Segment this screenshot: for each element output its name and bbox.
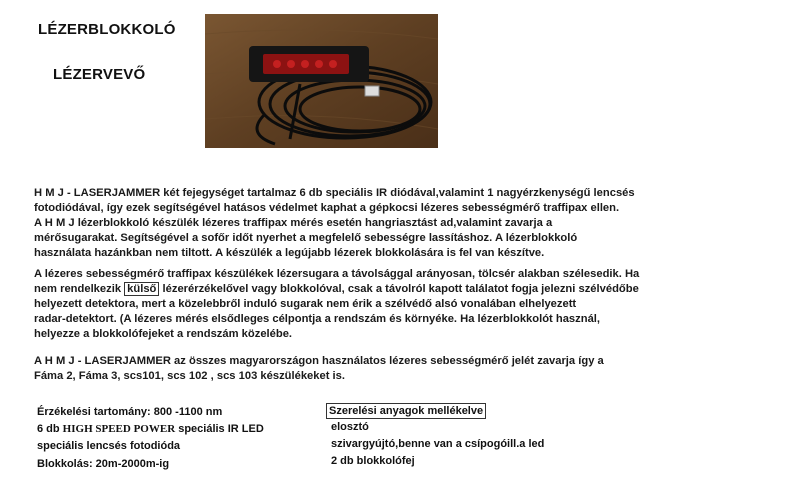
title-line1: LÉZERBLOKKOLÓ [38,21,176,38]
spec-range: Érzékelési tartomány: 800 -1100 nm [37,406,223,418]
paragraph-2-line-5: helyezze a blokkolófejeket a rendszám közelébe. [34,328,293,340]
paragraph-2-line-2-end: lézerérzékelővel vagy blokkolóval, csak a távolról kapott találatot fogja jelezni szélvédőbe [159,283,639,295]
spec-leds-bold: HIGH SPEED POWER [62,423,176,435]
paragraph-2-line-4: radar-detektort. (A lézeres mérés elsődleges célpontja a rendszám és környéke. Ha lézerblokkolót használ, [34,313,601,325]
paragraph-1-line-4: mérősugarakat. Segítségével a sofőr időt nyerhet a megfelelő sebességre lassításhoz. A lézerblokkoló [34,232,578,244]
accessory-item: 2 db blokkolófej [331,455,415,467]
accessories-heading: Szerelési anyagok mellékelve [326,403,486,419]
accessory-item: elosztó [331,421,369,433]
spec-photodiode: speciális lencsés fotodióda [37,440,181,452]
boxed-word: külső [124,282,159,296]
paragraph-1-line-5: használata hazánkban nem tiltott. A készülék a legújabb lézerek blokkolására is fel van készítve. [34,247,545,259]
paragraph-1-line-1: H M J - LASERJAMMER két fejegységet tartalmaz 6 db speciális IR diódával,valamint 1 nagyérzkenységű lencsés [34,187,635,199]
paragraph-2-line-1: A lézeres sebességmérő traffipax készülékek lézersugara a távolsággal arányosan, tölcsér alakban szélesedik. Ha [34,268,640,280]
paragraph-2-line-2 [34,282,639,297]
spec-blocking: Blokkolás: 20m-2000m-ig [37,458,170,470]
spec-leds-prefix: 6 db [37,423,63,435]
accessory-item: szivargyújtó,benne van a csípogóill.a led [331,438,545,450]
paragraph-2-line-3: helyezett detektora, mert a közelebbről induló sugarak nem érik a szélvédő alsó vonalában elhelyezett [34,298,577,310]
title-line2: LÉZERVEVŐ [53,66,146,83]
spec-leds [37,421,264,438]
spec-leds-suffix: speciális IR LED [175,423,264,435]
paragraph-3-line-1: A H M J - LASERJAMMER az összes magyarországon használatos lézeres sebességmérő jelét zavarja így a [34,355,604,367]
product-photo [205,14,438,148]
laser-jammer-image [205,14,438,148]
paragraph-1-line-3: A H M J lézerblokkoló készülék lézeres traffipax mérés esetén hangriasztást ad,valamint zavarja a [34,217,553,229]
paragraph-2-line-2-start: nem rendelkezik [34,283,125,295]
paragraph-3-line-2: Fáma 2, Fáma 3, scs101, scs 102 , scs 103 készülékeket is. [34,370,345,382]
paragraph-1-line-2: fotodiódával, így ezek segítségével hatásos védelmet kaphat a gépkocsi lézeres sebességmérő traffipax ellen. [34,202,620,214]
